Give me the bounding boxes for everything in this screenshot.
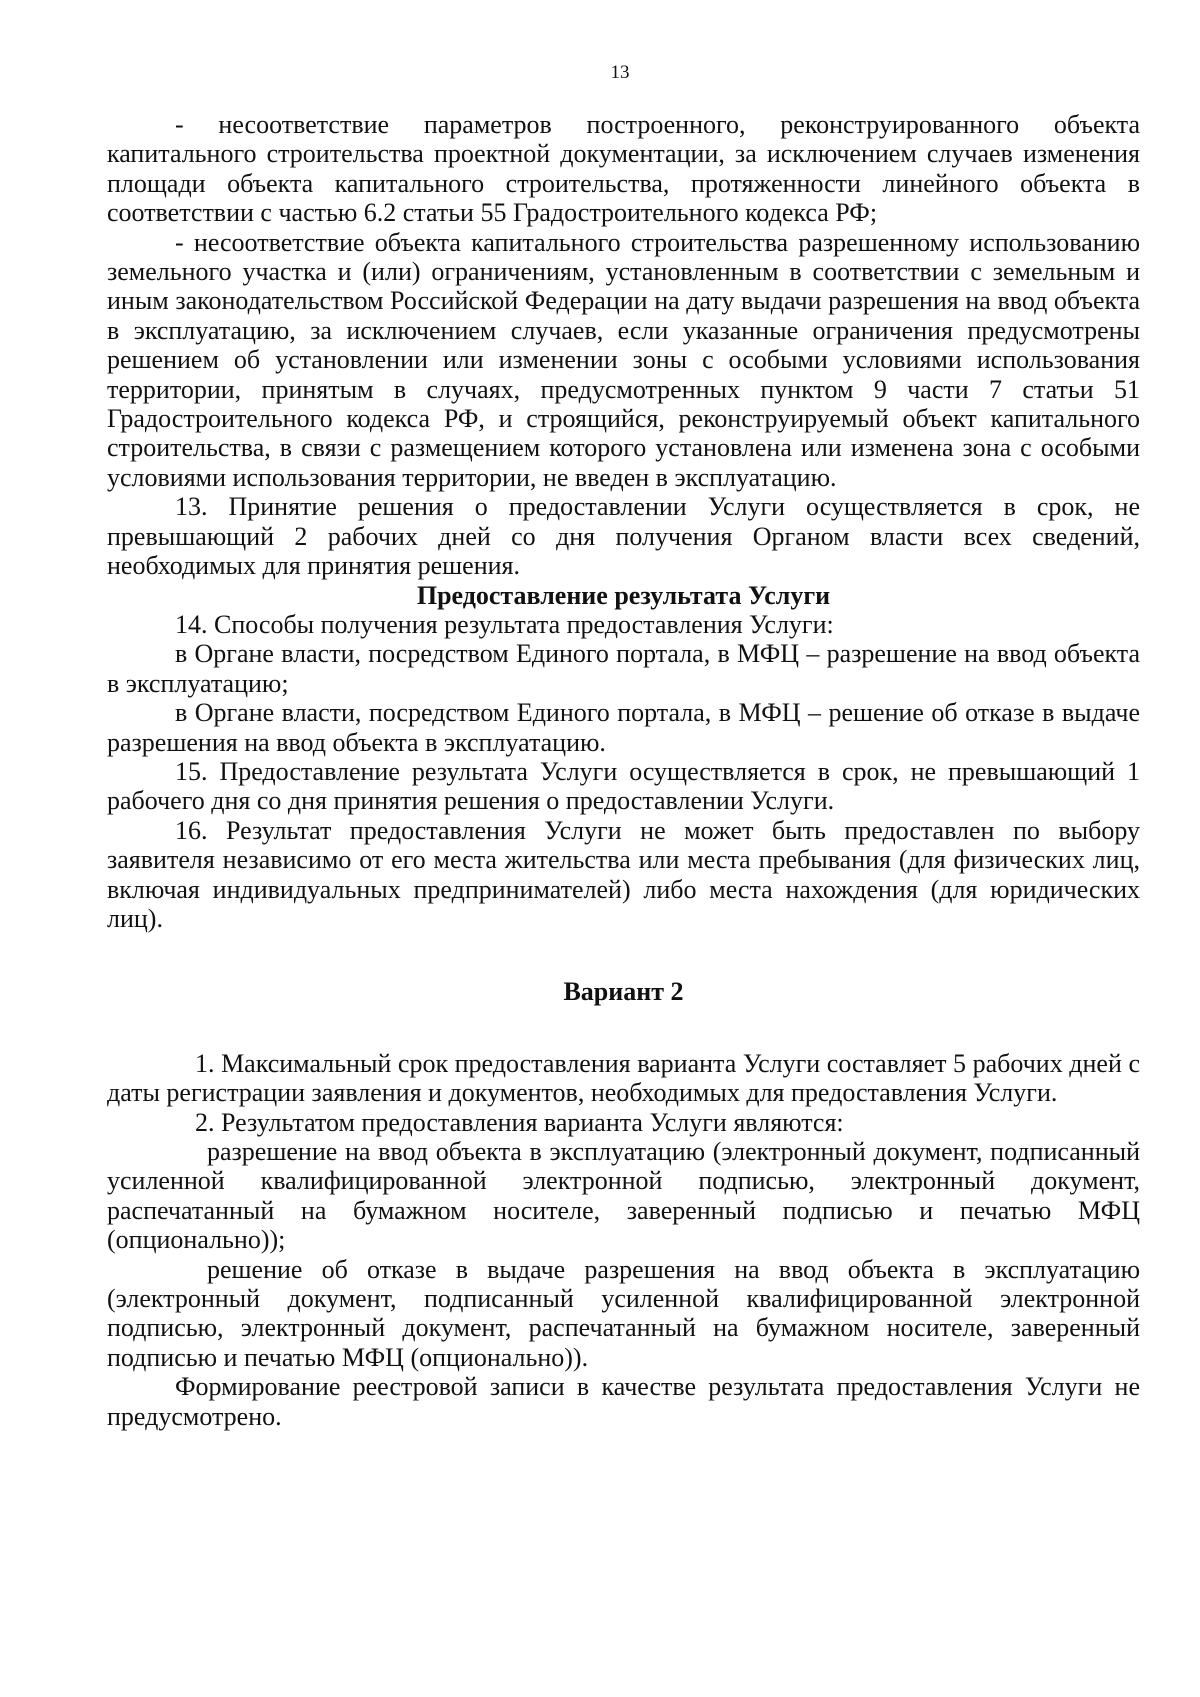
paragraph-15-delivery-term: 15. Предоставление результата Услуги осуществляется в срок, не превышающий 1 рабочего дня со дня принятия решения о предоставлении Услуги. — [107, 756, 1140, 816]
paragraph-variant-max-term: 1. Максимальный срок предоставления варианта Услуги составляет 5 рабочих дней с даты регистрации заявления и документов, необходимых для предоставления Услуги. — [107, 1048, 1140, 1108]
document-body — [107, 110, 1140, 1431]
paragraph-nonconformity-parameters: - несоответствие параметров построенного, реконструированного объекта капитального строительства проектной документации, за исключением случаев изменения площади объекта капитального строительства, протяженности линейного объекта в соответствии с частью 6.2 статьи 55 Градостроительного кодекса РФ; — [107, 110, 1140, 228]
paragraph-nonconformity-land-use: - несоответствие объекта капитального строительства разрешенному использованию земельного участка и (или) ограничениям, установленным в соответствии с земельным и иным законодательством Российской Федерации на дату выдачи разрешения на ввод объекта в эксплуатацию, за исключением случаев, если указанные ограничения предусмотрены решением об установлении или изменении зоны с особыми условиями использования территории, принятым в случаях, предусмотренных пунктом 9 части 7 статьи 51 Градостроительного кодекса РФ, и строящийся, реконструируемый объект капитального строительства, в связи с размещением которого установлена или изменена зона с особыми условиями использования территории, не введен в эксплуатацию. — [107, 227, 1140, 492]
paragraph-13-decision-term: 13. Принятие решения о предоставлении Услуги осуществляется в срок, не превышающий 2 рабочих дней со дня получения Органом власти всех сведений, необходимых для принятия решения. — [107, 492, 1140, 581]
paragraph-variant-result-permit: разрешение на ввод объекта в эксплуатацию (электронный документ, подписанный усиленной квалифицированной электронной подписью, электронный документ, распечатанный на бумажном носителе, заверенный подписью и печатью МФЦ (опционально)); — [107, 1137, 1140, 1255]
paragraph-14-methods: 14. Способы получения результата предоставления Услуги: — [175, 609, 834, 639]
section-heading-result: Предоставление результата Услуги — [416, 580, 831, 610]
section-heading-variant-2: Вариант 2 — [563, 977, 684, 1007]
paragraph-result-refusal: в Органе власти, посредством Единого портала, в МФЦ – решение об отказе в выдаче разрешения на ввод объекта в эксплуатацию. — [107, 698, 1140, 757]
paragraph-registry-record: Формирование реестровой записи в качестве результата предоставления Услуги не предусмотрено. — [107, 1372, 1140, 1431]
paragraph-16-extraterritorial: 16. Результат предоставления Услуги не может быть предоставлен по выбору заявителя независимо от его места жительства или места пребывания (для физических лиц, включая индивидуальных предпринимателей) либо места нахождения (для юридических лиц). — [107, 815, 1140, 933]
page-number: 13 — [610, 62, 630, 83]
paragraph-variant-results-intro: 2. Результатом предоставления варианта Услуги являются: — [195, 1107, 844, 1137]
paragraph-variant-result-refusal: решение об отказе в выдаче разрешения на ввод объекта в эксплуатацию (электронный документ, подписанный усиленной квалифицированной электронной подписью, электронный документ, распечатанный на бумажном носителе, заверенный подписью и печатью МФЦ (опционально)). — [107, 1254, 1140, 1372]
paragraph-result-permit: в Органе власти, посредством Единого портала, в МФЦ – разрешение на ввод объекта в эксплуатацию; — [107, 639, 1140, 698]
